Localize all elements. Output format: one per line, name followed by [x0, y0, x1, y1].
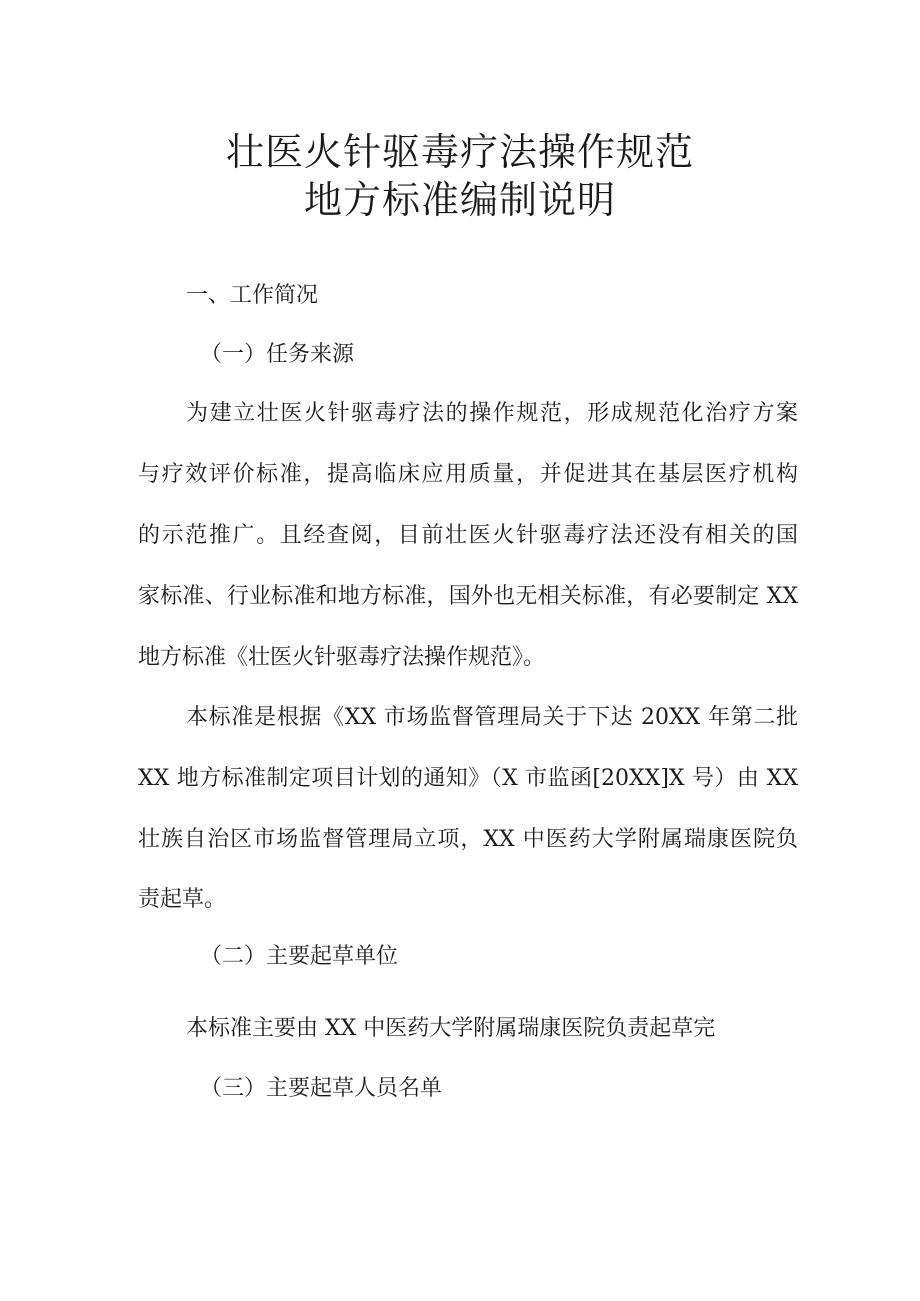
paragraph-line: 责起草。 [138, 887, 227, 912]
document-title-line-2: 地方标准编制说明 [303, 178, 616, 222]
paragraph-line: 地方标准《壮医火针驱毒疗法操作规范》。 [138, 645, 546, 670]
subsection-heading-task-source: （一）任务来源 [200, 342, 355, 367]
paragraph-line: 家标准、行业标准和地方标准，国外也无相关标准，有必要制定 XX [138, 584, 798, 609]
document-title-line-1: 壮医火针驱毒疗法操作规范 [225, 130, 694, 174]
paragraph-line: 壮族自治区市场监督管理局立项，XX 中医药大学附属瑞康医院负 [138, 827, 798, 852]
paragraph-line: 本标准是根据《XX 市场监督管理局关于下达 20XX 年第二批 [186, 705, 798, 730]
subsection-heading-drafters-list: （三）主要起草人员名单 [200, 1076, 443, 1101]
paragraph-line: 本标准主要由 XX 中医药大学附属瑞康医院负责起草完 [186, 1016, 716, 1041]
paragraph-line: 与疗效评价标准，提高临床应用质量，并促进其在基层医疗机构 [138, 462, 798, 487]
subsection-heading-drafting-unit: （二）主要起草单位 [200, 944, 399, 969]
paragraph-line: 的示范推广。且经查阅，目前壮医火针驱毒疗法还没有相关的国 [138, 523, 798, 548]
section-heading-work-overview: 一、工作简况 [186, 283, 319, 308]
paragraph-line: 为建立壮医火针驱毒疗法的操作规范，形成规范化治疗方案 [186, 401, 798, 426]
paragraph-line: XX 地方标准制定项目计划的通知》（X 市监函[20XX]X 号）由 XX [138, 766, 798, 791]
